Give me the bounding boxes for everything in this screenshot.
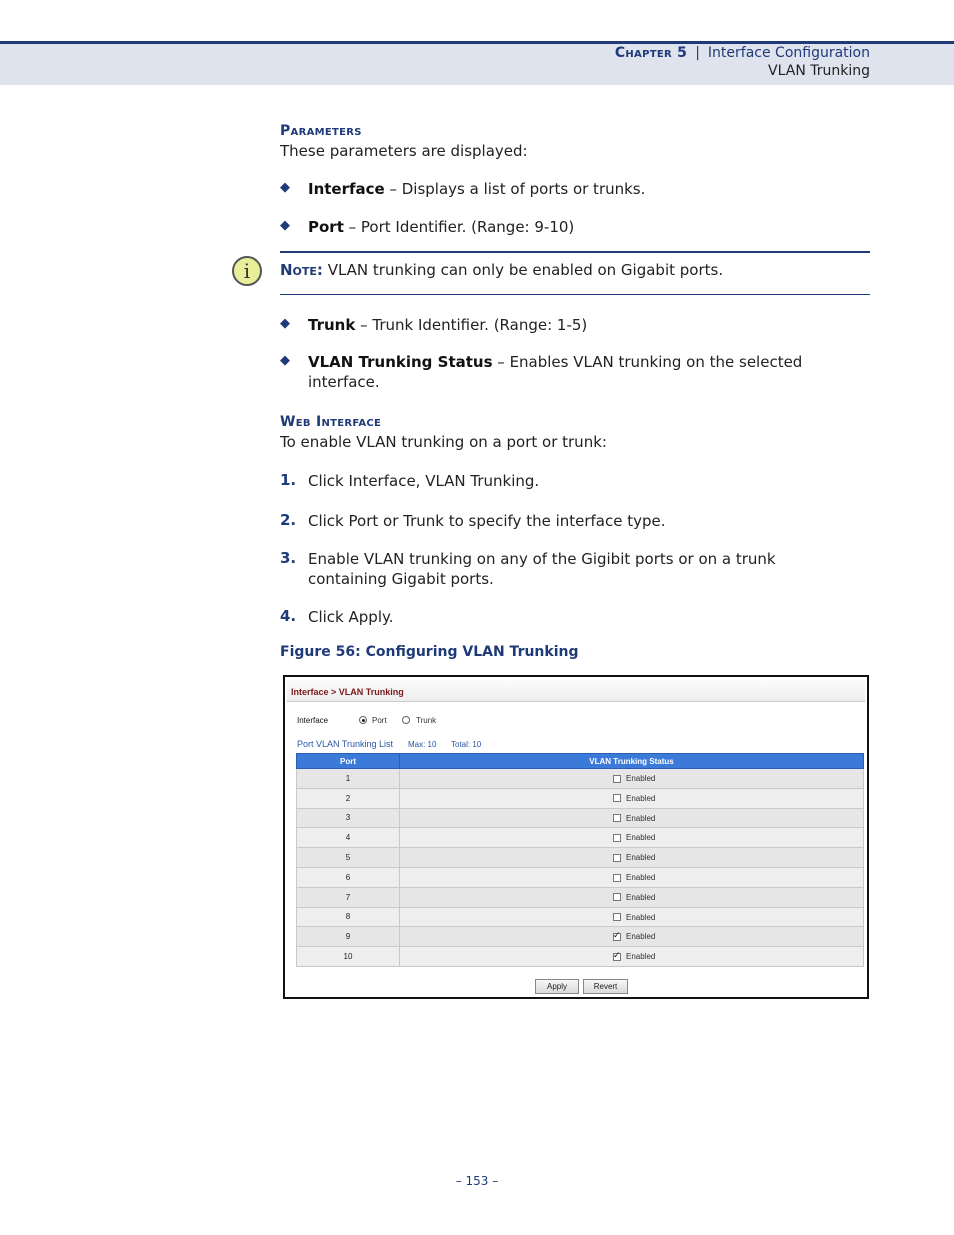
port-cell: 8	[297, 907, 400, 927]
status-cell	[400, 907, 864, 927]
note-bottom-rule	[280, 294, 870, 295]
table-row	[297, 907, 864, 927]
list-max: Max: 10	[408, 740, 437, 749]
table-row	[297, 947, 864, 967]
enabled-label: Enabled	[626, 793, 656, 803]
enabled-checkbox[interactable]	[613, 794, 621, 802]
interface-label: Interface	[297, 716, 329, 725]
port-cell: 2	[297, 788, 400, 808]
enabled-checkbox[interactable]	[613, 834, 621, 842]
port-cell: 6	[297, 867, 400, 887]
apply-button[interactable]: Apply	[535, 979, 579, 994]
diamond-bullet-icon: ◆	[280, 353, 290, 368]
table-row	[297, 808, 864, 828]
step-number: 2.	[280, 511, 297, 529]
list-title: Port VLAN Trunking List	[297, 739, 394, 749]
web-interface-heading: Web Interface	[280, 414, 382, 430]
status-cell	[400, 867, 864, 887]
enabled-label: Enabled	[626, 833, 656, 843]
port-cell: 1	[297, 769, 400, 789]
note-top-rule	[280, 251, 870, 253]
panel-title-bar	[287, 679, 865, 702]
diamond-bullet-icon: ◆	[280, 180, 290, 195]
enabled-checkbox[interactable]	[613, 775, 621, 783]
step-text: Enable VLAN trunking on any of the Gigibit ports or on a trunk containing Gigabit ports.	[308, 550, 776, 588]
enabled-checkbox[interactable]	[613, 893, 621, 901]
port-cell: 7	[297, 887, 400, 907]
enabled-label: Enabled	[626, 813, 656, 823]
enabled-checkbox[interactable]	[613, 814, 621, 822]
table-row	[297, 848, 864, 868]
bullet-term: Interface	[308, 180, 385, 198]
trunk-radio[interactable]	[402, 716, 410, 724]
enabled-label: Enabled	[626, 932, 656, 942]
status-cell	[400, 788, 864, 808]
parameters-heading: Parameters	[280, 123, 362, 139]
diamond-bullet-icon: ◆	[280, 218, 290, 233]
step-number: 4.	[280, 607, 297, 625]
chapter-label: Chapter 5	[614, 45, 688, 61]
step-text: Click Port or Trunk to specify the interface type.	[308, 512, 666, 530]
status-cell	[400, 828, 864, 848]
table-row	[297, 867, 864, 887]
bullet-term: VLAN Trunking Status	[308, 353, 493, 371]
header-separator: |	[695, 45, 700, 61]
note-box	[280, 261, 723, 279]
web-interface-intro: To enable VLAN trunking on a port or trunk:	[280, 433, 607, 451]
table-row	[297, 887, 864, 907]
bullet-interface	[280, 179, 870, 199]
table-row	[297, 927, 864, 947]
table-row	[297, 788, 864, 808]
section-title: Interface Configuration	[707, 45, 870, 61]
panel-title: Interface > VLAN Trunking	[291, 687, 404, 697]
enabled-checkbox[interactable]	[613, 933, 621, 941]
step-1	[280, 471, 870, 491]
status-cell	[400, 769, 864, 789]
enabled-label: Enabled	[626, 853, 656, 863]
col-port: Port	[297, 754, 400, 769]
step-3	[280, 549, 870, 589]
page-number: – 153 –	[455, 1174, 499, 1188]
step-4	[280, 607, 870, 627]
enabled-label: Enabled	[626, 873, 656, 883]
bullet-port	[280, 217, 870, 237]
bullet-term: Trunk	[308, 316, 356, 334]
list-total: Total: 10	[451, 740, 482, 749]
note-label: Note:	[280, 261, 323, 279]
step-text: Click Apply.	[308, 608, 394, 626]
enabled-checkbox[interactable]	[613, 913, 621, 921]
enabled-checkbox[interactable]	[613, 953, 621, 961]
info-icon: i	[232, 256, 262, 286]
vlan-trunking-table	[296, 753, 864, 967]
table-row	[297, 828, 864, 848]
port-cell: 5	[297, 848, 400, 868]
bullet-term: Port	[308, 218, 344, 236]
step-2	[280, 511, 870, 531]
note-text: VLAN trunking can only be enabled on Gigabit ports.	[322, 261, 724, 279]
parameters-intro: These parameters are displayed:	[280, 142, 528, 160]
figure-caption: Figure 56: Configuring VLAN Trunking	[280, 644, 579, 660]
enabled-checkbox[interactable]	[613, 874, 621, 882]
step-text: Click Interface, VLAN Trunking.	[308, 472, 540, 490]
port-cell: 10	[297, 947, 400, 967]
step-number: 3.	[280, 549, 297, 567]
status-cell	[400, 947, 864, 967]
port-radio-label: Port	[372, 716, 387, 725]
port-cell: 4	[297, 828, 400, 848]
enabled-label: Enabled	[626, 912, 656, 922]
bullet-vlan-trunking-status	[280, 352, 870, 392]
revert-button[interactable]: Revert	[583, 979, 628, 994]
enabled-label: Enabled	[626, 892, 656, 902]
table-row	[297, 769, 864, 789]
enabled-checkbox[interactable]	[613, 854, 621, 862]
port-cell: 3	[297, 808, 400, 828]
diamond-bullet-icon: ◆	[280, 316, 290, 331]
bullet-trunk	[280, 315, 870, 335]
vlan-trunking-screenshot	[283, 675, 869, 999]
bullet-desc: – Port Identifier. (Range: 9-10)	[343, 218, 575, 236]
subsection-title: VLAN Trunking	[768, 63, 870, 79]
trunk-radio-label: Trunk	[416, 716, 437, 725]
bullet-desc: – Enables VLAN trunking on the selected interface.	[308, 353, 803, 391]
status-cell	[400, 848, 864, 868]
bullet-desc: – Trunk Identifier. (Range: 1-5)	[355, 316, 588, 334]
status-cell	[400, 927, 864, 947]
step-number: 1.	[280, 471, 297, 489]
bullet-desc: – Displays a list of ports or trunks.	[384, 180, 646, 198]
col-status: VLAN Trunking Status	[400, 754, 864, 769]
port-cell: 9	[297, 927, 400, 947]
enabled-label: Enabled	[626, 774, 656, 784]
status-cell	[400, 808, 864, 828]
enabled-label: Enabled	[626, 952, 656, 962]
port-radio[interactable]	[359, 716, 367, 724]
status-cell	[400, 887, 864, 907]
chapter-header	[615, 45, 870, 61]
